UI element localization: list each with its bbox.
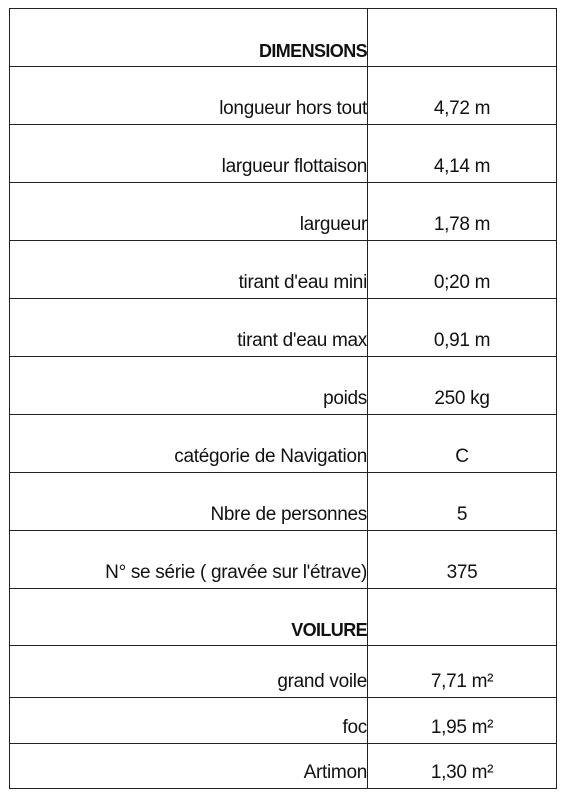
row-label: tirant d'eau max — [10, 299, 368, 357]
section-title: VOILURE — [10, 589, 368, 646]
section-value-empty — [368, 589, 557, 646]
section-value-empty — [368, 9, 557, 67]
table-row — [10, 698, 557, 744]
row-label: foc — [10, 698, 368, 744]
table-row — [10, 241, 557, 299]
specifications-table — [9, 8, 557, 789]
row-label: Artimon — [10, 744, 368, 789]
row-value: 5 — [368, 473, 557, 531]
table-row — [10, 183, 557, 241]
row-label: tirant d'eau mini — [10, 241, 368, 299]
row-value: 1,78 m — [368, 183, 557, 241]
row-value: 1,30 m² — [368, 744, 557, 789]
table-row — [10, 744, 557, 789]
table-row — [10, 531, 557, 589]
row-value: 7,71 m² — [368, 646, 557, 698]
row-label: largueur — [10, 183, 368, 241]
row-value: 0;20 m — [368, 241, 557, 299]
table-row — [10, 357, 557, 415]
row-label: grand voile — [10, 646, 368, 698]
table-row — [10, 67, 557, 125]
section-header-dimensions — [10, 9, 557, 67]
table-row — [10, 473, 557, 531]
row-value: 1,95 m² — [368, 698, 557, 744]
row-label: Nbre de personnes — [10, 473, 368, 531]
row-label: catégorie de Navigation — [10, 415, 368, 473]
row-value: 250 kg — [368, 357, 557, 415]
row-label: poids — [10, 357, 368, 415]
row-value: 4,14 m — [368, 125, 557, 183]
row-label: largueur flottaison — [10, 125, 368, 183]
row-value: 4,72 m — [368, 67, 557, 125]
row-value: C — [368, 415, 557, 473]
table-row — [10, 299, 557, 357]
row-label: N° se série ( gravée sur l'étrave) — [10, 531, 368, 589]
table-row — [10, 125, 557, 183]
row-label: longueur hors tout — [10, 67, 368, 125]
table-row — [10, 646, 557, 698]
table-row — [10, 415, 557, 473]
row-value: 375 — [368, 531, 557, 589]
section-title: DIMENSIONS — [10, 9, 368, 67]
row-value: 0,91 m — [368, 299, 557, 357]
section-header-voilure — [10, 589, 557, 646]
